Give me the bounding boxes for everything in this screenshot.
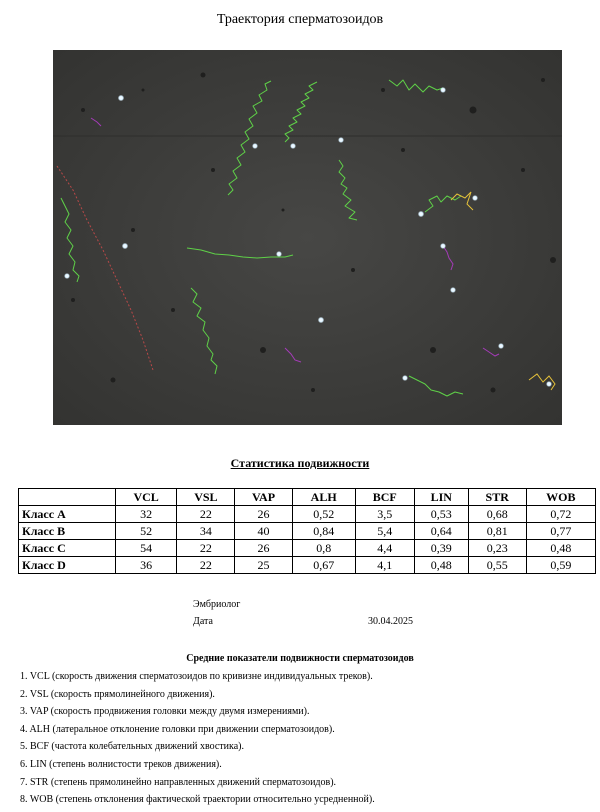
table-row (19, 540, 596, 557)
microscope-image (53, 50, 562, 425)
date-label: Дата (193, 616, 213, 627)
header-cell (19, 489, 116, 506)
date-value: 30.04.2025 (368, 616, 413, 627)
table-row (19, 523, 596, 540)
table-cell: 34 (177, 523, 235, 540)
header-cell: VSL (177, 489, 235, 506)
table-cell: 0,52 (292, 506, 355, 523)
legend-item: 8. WOB (степень отклонения фактической траектории относительно усредненной). (20, 794, 375, 806)
header-cell: VCL (115, 489, 177, 506)
header-cell: ALH (292, 489, 355, 506)
table-cell: 0,68 (468, 506, 526, 523)
table-cell: 0,81 (468, 523, 526, 540)
table-cell: 0,72 (526, 506, 595, 523)
legend-item: 3. VAP (скорость продвижения головки между двумя измерениями). (20, 706, 310, 718)
table-cell: 22 (177, 506, 235, 523)
header-cell: BCF (355, 489, 414, 506)
table-cell: 0,39 (414, 540, 468, 557)
table-cell: 22 (177, 557, 235, 574)
class-cell: Класс A (19, 506, 116, 523)
table-cell: 0,48 (526, 540, 595, 557)
header-cell: VAP (235, 489, 292, 506)
table-row (19, 557, 596, 574)
table-cell: 40 (235, 523, 292, 540)
table-cell: 0,67 (292, 557, 355, 574)
class-cell: Класс B (19, 523, 116, 540)
table-cell: 52 (115, 523, 177, 540)
table-cell: 4,4 (355, 540, 414, 557)
page-title: Траектория сперматозоидов (216, 12, 384, 27)
table-cell: 32 (115, 506, 177, 523)
table-cell: 0,8 (292, 540, 355, 557)
legend-item: 2. VSL (скорость прямолинейного движения). (20, 688, 215, 700)
table-cell: 4,1 (355, 557, 414, 574)
table-cell: 0,53 (414, 506, 468, 523)
table-cell: 22 (177, 540, 235, 557)
stats-title: Статистика подвижности (230, 456, 370, 470)
legend-item: 1. VCL (скорость движения сперматозоидов по кривизне индивидуальных треков). (20, 671, 373, 682)
table-cell: 3,5 (355, 506, 414, 523)
table-cell: 25 (235, 557, 292, 574)
class-cell: Класс C (19, 540, 116, 557)
table-cell: 0,59 (526, 557, 595, 574)
table-cell: 36 (115, 557, 177, 574)
legend-item: 6. LIN (степень волнистости треков движения). (20, 758, 222, 770)
metric-legend (20, 668, 375, 809)
legend-item: 4. ALH (латеральное отклонение головки при движении сперматозоидов). (20, 723, 335, 735)
table-cell: 26 (235, 540, 292, 557)
trajectory-overlay (53, 50, 562, 425)
table-cell: 0,84 (292, 523, 355, 540)
legend-item: 5. BCF (частота колебательных движений хвостика). (20, 741, 244, 753)
legend-item: 7. STR (степень прямолинейно направленных движений сперматозоидов). (20, 776, 337, 788)
table-cell: 5,4 (355, 523, 414, 540)
table-row (19, 506, 596, 523)
embryologist-label: Эмбриолог (193, 599, 241, 610)
table-cell: 0,23 (468, 540, 526, 557)
header-cell: WOB (526, 489, 595, 506)
header-cell: LIN (414, 489, 468, 506)
table-cell: 0,55 (468, 557, 526, 574)
table-cell: 0,48 (414, 557, 468, 574)
table-cell: 0,77 (526, 523, 595, 540)
averages-title: Средние показатели подвижности сперматозоидов (186, 653, 414, 664)
table-cell: 26 (235, 506, 292, 523)
stats-table (18, 488, 596, 574)
table-cell: 54 (115, 540, 177, 557)
class-cell: Класс D (19, 557, 116, 574)
table-header-row (19, 489, 596, 506)
header-cell: STR (468, 489, 526, 506)
table-cell: 0,64 (414, 523, 468, 540)
